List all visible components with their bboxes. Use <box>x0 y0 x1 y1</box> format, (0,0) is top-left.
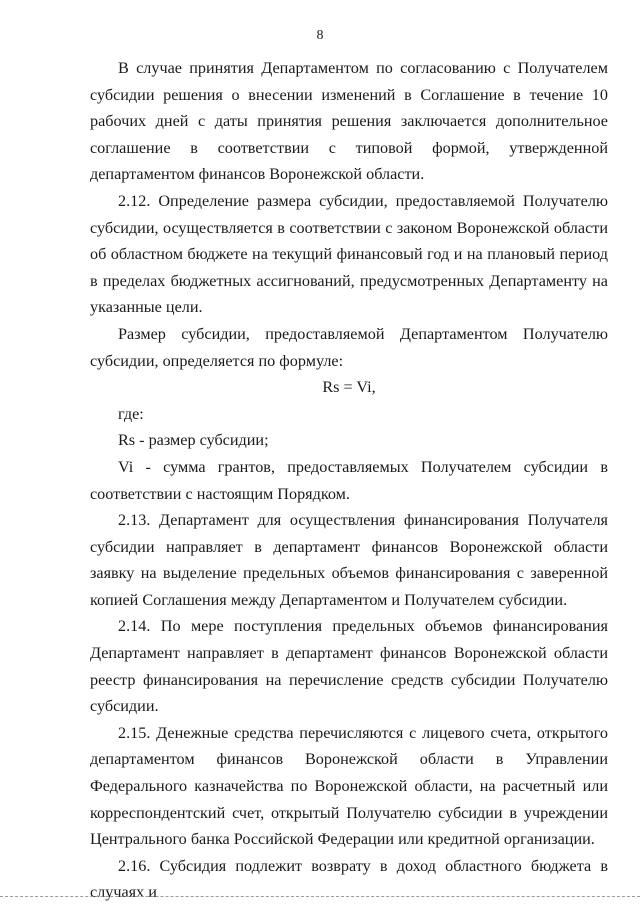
paragraph-2-16: 2.16. Субсидия подлежит возврату в доход областного бюджета в случаях и <box>90 856 608 902</box>
paragraph-2-12: 2.12. Определение размера субсидии, предоставляемой Получателю субсидии, осуществляется в соответствии с законом Воронежской области об областном бюджете на текущий финансовый год и на плановый период в пределах бюджетных ассигнований, предусмотренных Департаменту на указанные цели. <box>90 191 608 317</box>
subsidy-formula: Rs = Vi, <box>322 378 376 397</box>
definition-rs: Rs - размер субсидии; <box>118 431 269 450</box>
scan-edge-divider <box>0 896 640 897</box>
paragraph-formula-intro: Размер субсидии, предоставляемой Департаментом Получателю субсидии, определяется по формуле: <box>90 324 608 370</box>
document-body <box>90 55 608 906</box>
paragraph-2-14: 2.14. По мере поступления предельных объемов финансирования Департамент направляет в департамент финансов Воронежской области реестр финансирования на перечисление средств субсидии Получателю субсидии. <box>90 617 608 716</box>
page-number: 8 <box>316 28 324 43</box>
definition-vi: Vi - сумма грантов, предоставляемых Получателем субсидии в соответствии с настоящим Порядком. <box>90 457 608 503</box>
paragraph-amendment: В случае принятия Департаментом по согласованию с Получателем субсидии решения о внесении изменений в Соглашение в течение 10 рабочих дней с даты принятия решения заключается дополнительное соглашение в соответствии с типовой формой, утвержденной департаментом финансов Воронежской области. <box>90 59 608 184</box>
definition-where: где: <box>118 404 144 423</box>
paragraph-2-15: 2.15. Денежные средства перечисляются с лицевого счета, открытого департаментом финансов Воронежской области в Управлении Федерального казначейства по Воронежской области, на расчетный или корреспондентский счет, открытый Получателю субсидии в учреждении Центрального банка Российской Федерации или кредитной организации. <box>90 723 608 849</box>
paragraph-2-13: 2.13. Департамент для осуществления финансирования Получателя субсидии направляет в департамент финансов Воронежской области заявку на выделение предельных объемов финансирования с заверенной копией Соглашения между Департаментом и Получателем субсидии. <box>90 511 608 609</box>
